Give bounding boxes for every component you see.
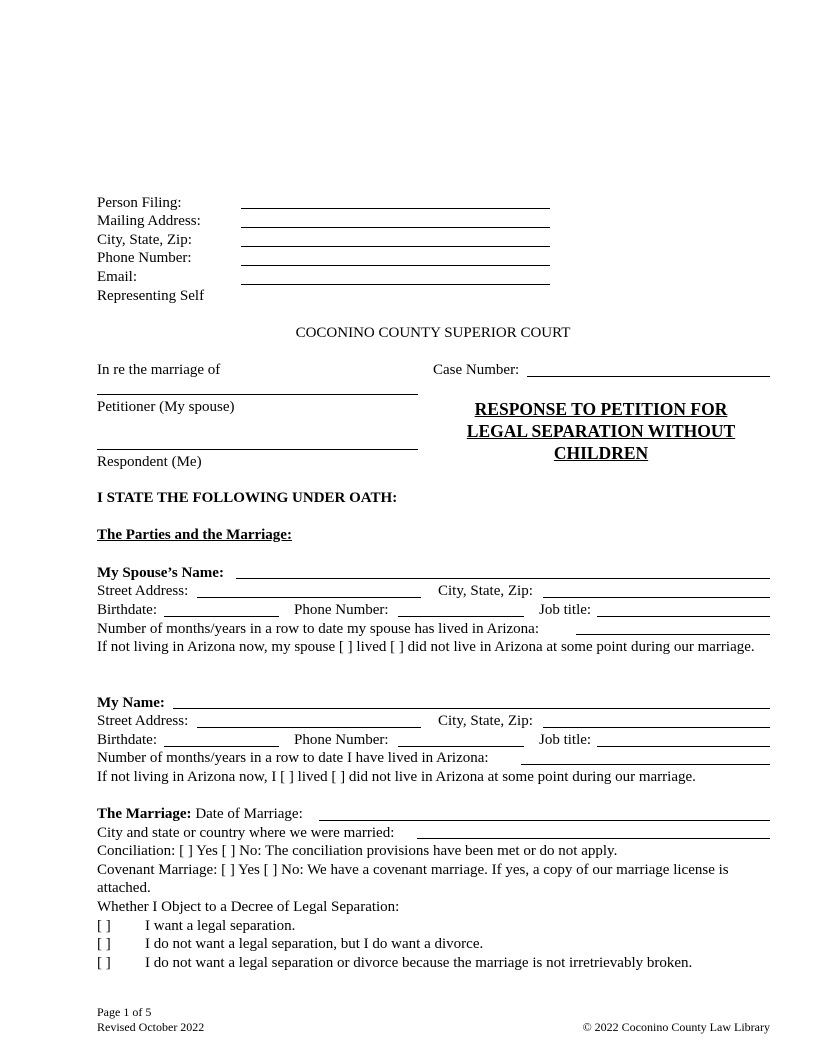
spouse-job-field[interactable] [597, 616, 770, 617]
my-street-label: Street Address: [97, 713, 189, 729]
option-2-checkbox[interactable]: [ ] [97, 936, 111, 952]
court-name: COCONINO COUNTY SUPERIOR COURT [295, 325, 571, 341]
my-street-field[interactable] [197, 727, 421, 728]
object-label: Whether I Object to a Decree of Legal Separation: [97, 899, 400, 915]
spouse-job-label: Job title: [539, 602, 592, 618]
spouse-months-field[interactable] [576, 634, 770, 635]
marriage-city-label: City and state or country where we were married: [97, 825, 395, 841]
marriage-heading: The Marriage: [97, 806, 192, 822]
my-name-label: My Name: [97, 695, 165, 711]
mailing-address-field[interactable] [241, 227, 550, 228]
case-number-field[interactable] [527, 376, 770, 377]
marriage-date-label: Date of Marriage: [195, 806, 303, 822]
spouse-name-field[interactable] [236, 578, 770, 579]
spouse-birthdate-field[interactable] [164, 616, 279, 617]
my-phone-label: Phone Number: [294, 732, 389, 748]
my-job-field[interactable] [597, 746, 770, 747]
respondent-name-field[interactable] [97, 449, 418, 450]
spouse-street-field[interactable] [197, 597, 421, 598]
petitioner-label: Petitioner (My spouse) [97, 399, 235, 415]
spouse-city-field[interactable] [543, 597, 770, 598]
title-line-1: RESPONSE TO PETITION FOR [474, 399, 728, 419]
spouse-birthdate-label: Birthdate: [97, 602, 157, 618]
mailing-address-label: Mailing Address: [97, 213, 201, 229]
title-line-2: LEGAL SEPARATION WITHOUT [466, 421, 736, 441]
my-job-label: Job title: [539, 732, 592, 748]
spouse-phone-label: Phone Number: [294, 602, 389, 618]
my-months-field[interactable] [521, 764, 770, 765]
option-3-text: I do not want a legal separation or divorce because the marriage is not irretrievably broken. [145, 955, 693, 971]
spouse-not-living-statement: If not living in Arizona now, my spouse [ ] lived [ ] did not live in Arizona at some point during our marriage. [97, 639, 755, 655]
my-phone-field[interactable] [398, 746, 524, 747]
oath-statement: I STATE THE FOLLOWING UNDER OATH: [97, 490, 398, 506]
title-line-3: CHILDREN [553, 443, 649, 463]
spouse-phone-field[interactable] [398, 616, 524, 617]
option-1-checkbox[interactable]: [ ] [97, 918, 111, 934]
option-1-text: I want a legal separation. [145, 918, 296, 934]
spouse-months-label: Number of months/years in a row to date my spouse has lived in Arizona: [97, 621, 539, 637]
my-birthdate-field[interactable] [164, 746, 279, 747]
city-state-zip-label: City, State, Zip: [97, 232, 192, 248]
phone-number-field[interactable] [241, 265, 550, 266]
email-field[interactable] [241, 284, 550, 285]
my-name-field[interactable] [173, 708, 770, 709]
covenant-statement: Covenant Marriage: [ ] Yes [ ] No: We have a covenant marriage. If yes, a copy of our marriage license is attached. [97, 862, 729, 896]
revised-date: Revised October 2022 [97, 1020, 205, 1034]
in-re-label: In re the marriage of [97, 362, 221, 378]
document-title [440, 398, 762, 464]
spouse-city-label: City, State, Zip: [438, 583, 533, 599]
marriage-city-field[interactable] [417, 838, 770, 839]
spouse-street-label: Street Address: [97, 583, 189, 599]
copyright-notice: © 2022 Coconino County Law Library [582, 1020, 770, 1034]
person-filing-field[interactable] [241, 208, 550, 209]
marriage-date-row [97, 805, 303, 823]
representing-self-label: Representing Self [97, 288, 205, 304]
my-birthdate-label: Birthdate: [97, 732, 157, 748]
respondent-label: Respondent (Me) [97, 454, 202, 470]
person-filing-label: Person Filing: [97, 195, 182, 211]
petitioner-name-field[interactable] [97, 394, 418, 395]
section-heading: The Parties and the Marriage: [97, 527, 292, 543]
my-city-label: City, State, Zip: [438, 713, 533, 729]
phone-number-label: Phone Number: [97, 250, 192, 266]
page-number: Page 1 of 5 [97, 1005, 152, 1019]
option-2-text: I do not want a legal separation, but I do want a divorce. [145, 936, 484, 952]
my-months-label: Number of months/years in a row to date I have lived in Arizona: [97, 750, 489, 766]
spouse-name-label: My Spouse’s Name: [97, 565, 224, 581]
my-city-field[interactable] [543, 727, 770, 728]
option-3-checkbox[interactable]: [ ] [97, 955, 111, 971]
conciliation-statement: Conciliation: [ ] Yes [ ] No: The conciliation provisions have been met or do not apply. [97, 843, 618, 859]
my-not-living-statement: If not living in Arizona now, I [ ] lived [ ] did not live in Arizona at some point during our marriage. [97, 769, 696, 785]
marriage-date-field[interactable] [319, 820, 770, 821]
email-label: Email: [97, 269, 137, 285]
case-number-label: Case Number: [433, 362, 520, 378]
city-state-zip-field[interactable] [241, 246, 550, 247]
